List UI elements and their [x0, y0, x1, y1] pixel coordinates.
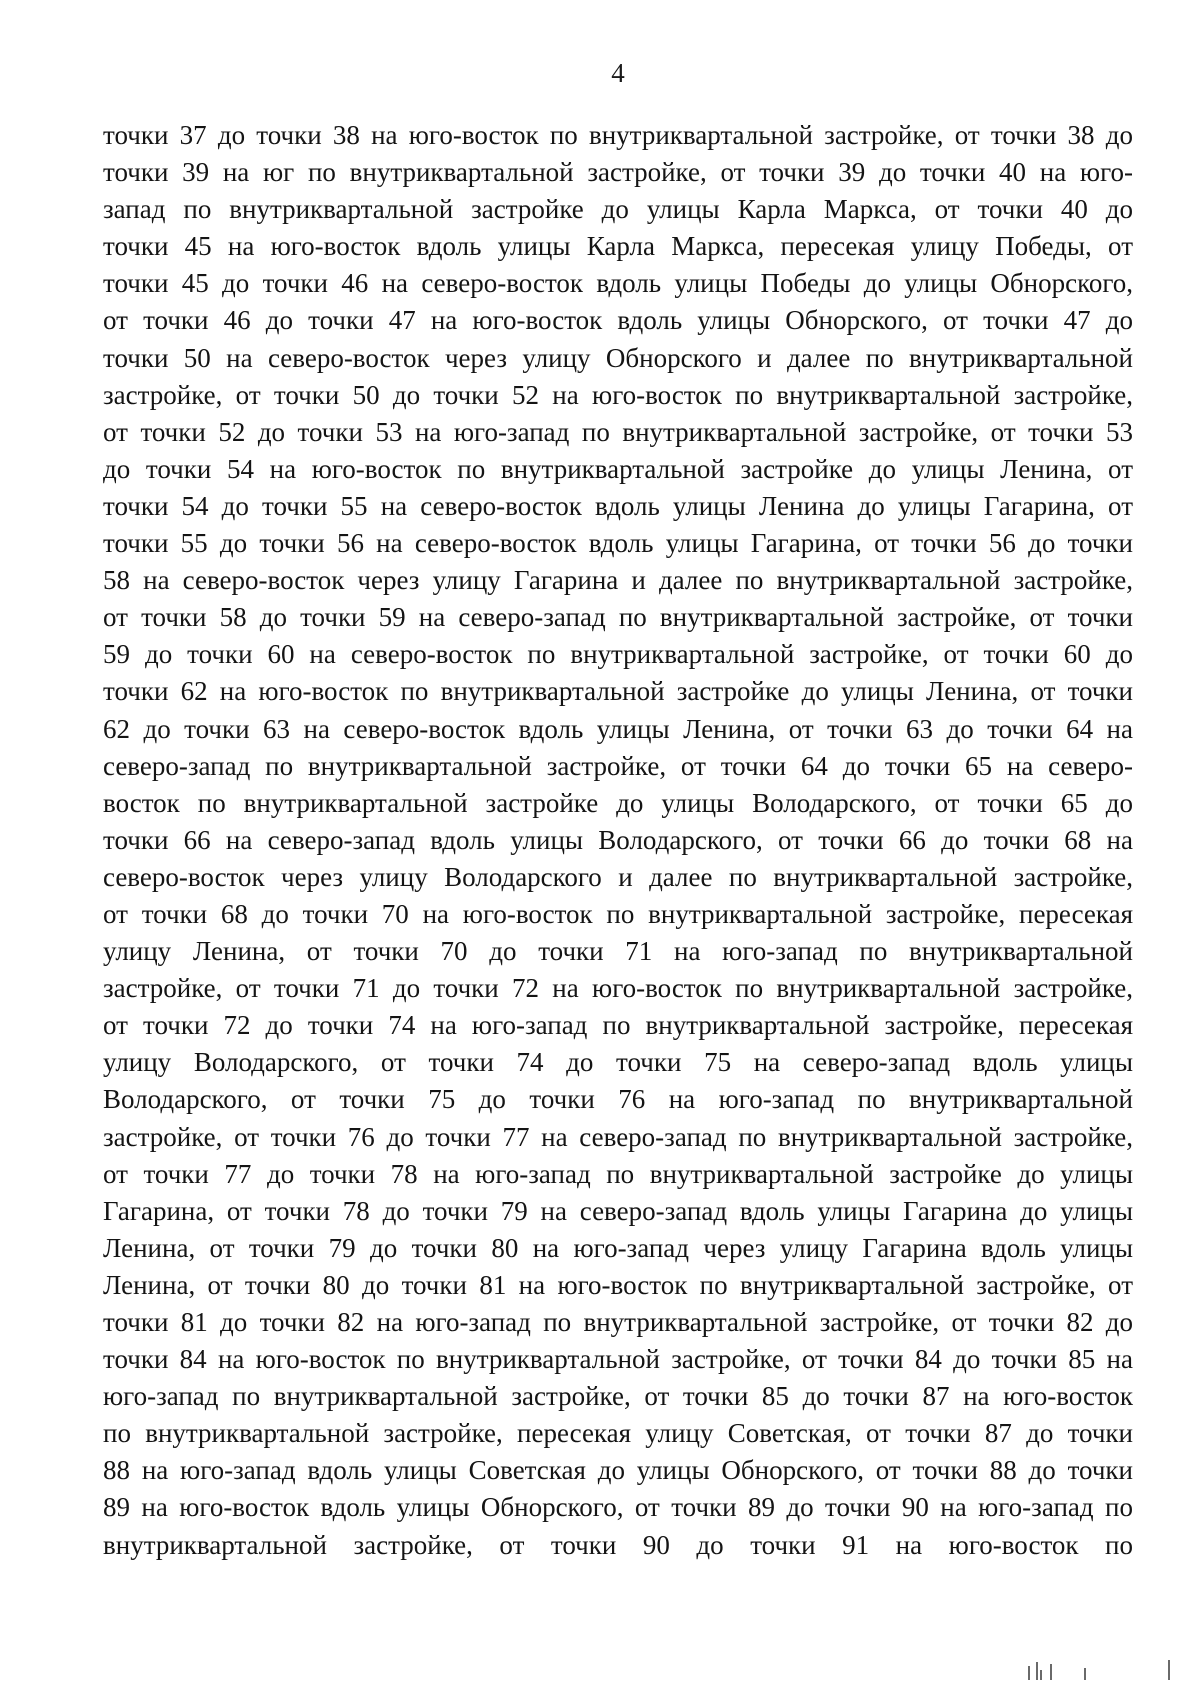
text-line: от точки 68 до точки 70 на юго-восток по внутриквартальной застройке, пересекая: [103, 898, 1133, 929]
text-line: внутриквартальной застройке, от точки 90 до точки 91 на юго-восток по: [103, 1529, 1133, 1560]
text-line: от точки 72 до точки 74 на юго-запад по внутриквартальной застройке, пересекая: [103, 1010, 1133, 1041]
text-line: от точки 77 до точки 78 на юго-запад по внутриквартальной застройке до улицы: [103, 1158, 1133, 1189]
text-line: запад по внутриквартальной застройке до улицы Карла Маркса, от точки 40 до: [103, 194, 1133, 225]
text-line: точки 81 до точки 82 на юго-запад по внутриквартальной застройке, от точки 82 до: [103, 1307, 1133, 1337]
text-line: 62 до точки 63 на северо-восток вдоль улицы Ленина, от точки 63 до точки 64 на: [103, 713, 1133, 744]
text-line: от точки 52 до точки 53 на юго-запад по внутриквартальной застройке, от точки 53: [103, 416, 1133, 447]
text-line: северо-восток через улицу Володарского и далее по внутриквартальной застройке,: [103, 861, 1133, 892]
text-line: до точки 54 на юго-восток по внутриквартальной застройке до улицы Ленина, от: [103, 453, 1133, 484]
text-line: 89 на юго-восток вдоль улицы Обнорского, от точки 89 до точки 90 на юго-запад по: [103, 1492, 1133, 1523]
text-line: по внутриквартальной застройке, пересекая улицу Советская, от точки 87 до точки: [103, 1418, 1133, 1449]
text-line: восток по внутриквартальной застройке до улицы Володарского, от точки 65 до: [103, 787, 1133, 818]
scan-margin-marks: [1028, 1660, 1178, 1680]
text-line: 58 на северо-восток через улицу Гагарина и далее по внутриквартальной застройке,: [103, 565, 1133, 596]
page-number: 4: [611, 58, 625, 88]
text-line: точки 50 на северо-восток через улицу Обнорского и далее по внутриквартальной: [103, 342, 1133, 373]
text-line: точки 45 до точки 46 на северо-восток вдоль улицы Победы до улицы Обнорского,: [103, 268, 1133, 299]
text-line: точки 84 на юго-восток по внутриквартальной застройке, от точки 84 до точки 85 на: [103, 1344, 1133, 1375]
text-line: точки 55 до точки 56 на северо-восток вдоль улицы Гагарина, от точки 56 до точки: [103, 528, 1133, 559]
text-line: северо-запад по внутриквартальной застройке, от точки 64 до точки 65 на северо-: [103, 750, 1133, 781]
text-line: юго-запад по внутриквартальной застройке, от точки 85 до точки 87 на юго-восток: [103, 1381, 1133, 1412]
text-line: Гагарина, от точки 78 до точки 79 на северо-запад вдоль улицы Гагарина до улицы: [103, 1195, 1133, 1226]
text-line: точки 62 на юго-восток по внутриквартальной застройке до улицы Ленина, от точки: [103, 676, 1133, 707]
text-line: Ленина, от точки 80 до точки 81 на юго-восток по внутриквартальной застройке, от: [103, 1269, 1133, 1300]
text-line: улицу Володарского, от точки 74 до точки 75 на северо-запад вдоль улицы: [103, 1047, 1133, 1078]
text-line: от точки 58 до точки 59 на северо-запад по внутриквартальной застройке, от точки: [103, 602, 1133, 633]
text-line: 88 на юго-запад вдоль улицы Советская до улицы Обнорского, от точки 88 до точки: [103, 1455, 1133, 1486]
text-line: точки 54 до точки 55 на северо-восток вдоль улицы Ленина до улицы Гагарина, от: [103, 490, 1133, 521]
text-line: улицу Ленина, от точки 70 до точки 71 на юго-запад по внутриквартальной: [103, 936, 1133, 967]
text-line: Володарского, от точки 75 до точки 76 на юго-запад по внутриквартальной: [103, 1084, 1133, 1115]
text-line: точки 39 на юг по внутриквартальной застройке, от точки 39 до точки 40 на юго-: [103, 157, 1133, 188]
text-line: точки 66 на северо-запад вдоль улицы Володарского, от точки 66 до точки 68 на: [103, 824, 1133, 855]
text-line: точки 45 на юго-восток вдоль улицы Карла Маркса, пересекая улицу Победы, от: [103, 231, 1133, 262]
text-line: точки 37 до точки 38 на юго-восток по внутриквартальной застройке, от точки 38 до: [103, 120, 1133, 150]
text-line: 59 до точки 60 на северо-восток по внутриквартальной застройке, от точки 60 до: [103, 639, 1133, 670]
text-line: от точки 46 до точки 47 на юго-восток вдоль улицы Обнорского, от точки 47 до: [103, 305, 1133, 336]
text-line: Ленина, от точки 79 до точки 80 на юго-запад через улицу Гагарина вдоль улицы: [103, 1232, 1133, 1263]
text-line: застройке, от точки 50 до точки 52 на юго-восток по внутриквартальной застройке,: [103, 379, 1133, 410]
text-line: застройке, от точки 76 до точки 77 на северо-запад по внутриквартальной застройке,: [103, 1121, 1133, 1152]
body-text: [103, 117, 1133, 1564]
text-line: застройке, от точки 71 до точки 72 на юго-восток по внутриквартальной застройке,: [103, 973, 1133, 1004]
